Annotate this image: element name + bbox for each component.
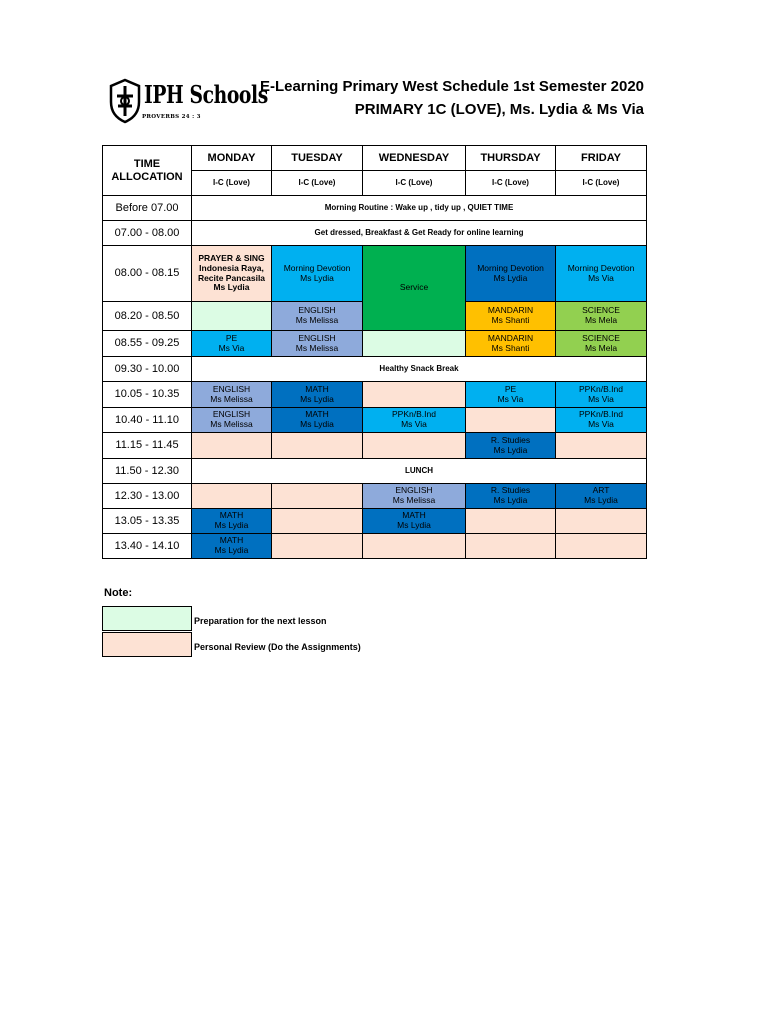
schedule-cell — [192, 509, 272, 534]
cell-teacher: Ms Lydia — [214, 545, 249, 555]
cell-subject: Morning Devotion — [283, 262, 351, 273]
table-row — [103, 408, 647, 433]
cell-line: Recite Pancasila — [197, 272, 266, 283]
time-slot: 13.40 - 14.10 — [103, 534, 192, 559]
table-row — [103, 357, 647, 382]
schedule-cell — [363, 433, 466, 459]
schedule-cell — [466, 382, 556, 408]
cell-subject: Morning Devotion — [477, 262, 544, 273]
time-slot: 08.00 - 08.15 — [103, 246, 192, 302]
schedule-cell — [192, 246, 272, 302]
schedule-cell — [192, 534, 272, 559]
cell-teacher: Ms Lydia — [493, 444, 528, 455]
schedule-cell — [556, 509, 647, 534]
cell-subject: SCIENCE — [582, 332, 620, 343]
cell-subject: ENGLISH — [298, 332, 336, 343]
cell-subject: PE — [225, 332, 238, 343]
note-title: Note: — [104, 587, 133, 599]
cell-teacher: Ms Lydia — [214, 520, 249, 530]
table-row — [103, 196, 647, 221]
time-allocation-header: TIME ALLOCATION — [103, 146, 192, 196]
schedule-cell — [466, 302, 556, 331]
cell-teacher: Ms Via — [497, 393, 524, 404]
page-subtitle: PRIMARY 1C (LOVE), Ms. Lydia & Ms Via — [354, 101, 644, 118]
schedule-cell — [466, 509, 556, 534]
cell-subject: MATH — [305, 409, 329, 420]
cell-teacher: Ms Shanti — [491, 342, 530, 353]
class-label: I-C (Love) — [272, 171, 363, 196]
cell-teacher: Ms Lydia — [584, 495, 618, 505]
schedule-cell — [192, 331, 272, 357]
cell-subject: MATH — [305, 383, 329, 394]
schedule-cell — [466, 433, 556, 459]
logo-text: IPH Schools — [144, 80, 268, 109]
crest-icon — [108, 78, 142, 124]
schedule-cell — [272, 246, 363, 302]
schedule-cell — [556, 484, 647, 509]
schedule-cell — [192, 302, 272, 331]
cell-teacher: Ms Via — [588, 393, 614, 404]
cell-teacher: Ms Lydia — [300, 272, 334, 283]
table-row — [103, 459, 647, 484]
schedule-cell — [272, 331, 363, 357]
cell-subject: PPKn/B.Ind — [579, 409, 623, 420]
day-header-wednesday: WEDNESDAY — [363, 146, 466, 171]
schedule-cell — [272, 484, 363, 509]
cell-teacher: Ms Melissa — [295, 315, 339, 325]
schedule-cell — [363, 331, 466, 357]
snack-break-cell: Healthy Snack Break — [192, 357, 647, 382]
cell-subject: PPKn/B.Ind — [579, 383, 623, 394]
cell-subject: PPKn/B.Ind — [392, 409, 436, 420]
time-slot: 11.50 - 12.30 — [103, 459, 192, 484]
cell-teacher: Ms Via — [588, 419, 614, 429]
cell-subject: R. Studies — [490, 434, 531, 445]
schedule-cell — [363, 484, 466, 509]
cell-subject: MATH — [219, 535, 244, 546]
class-label: I-C (Love) — [192, 171, 272, 196]
time-slot: 13.05 - 13.35 — [103, 509, 192, 534]
cell-subject: ENGLISH — [212, 383, 251, 394]
legend-label-preparation: Preparation for the next lesson — [194, 616, 327, 626]
day-header-friday: FRIDAY — [556, 146, 647, 171]
table-row — [103, 331, 647, 357]
legend-swatch-review — [102, 632, 192, 657]
cell-subject: MATH — [219, 510, 244, 521]
cell-teacher: Ms Melissa — [210, 393, 253, 404]
cell-subject: Morning Devotion — [567, 262, 635, 273]
class-label: I-C (Love) — [556, 171, 647, 196]
cell-subject: ART — [592, 485, 610, 496]
table-row — [103, 146, 647, 171]
table-row — [103, 509, 647, 534]
cell-subject: R. Studies — [490, 485, 531, 496]
lunch-cell: LUNCH — [192, 459, 647, 484]
class-label: I-C (Love) — [466, 171, 556, 196]
table-row — [103, 433, 647, 459]
schedule-cell — [272, 408, 363, 433]
cell-teacher: Ms Lydia — [300, 419, 334, 429]
day-header-tuesday: TUESDAY — [272, 146, 363, 171]
day-header-thursday: THURSDAY — [466, 146, 556, 171]
schedule-cell — [272, 509, 363, 534]
legend-label-review: Personal Review (Do the Assignments) — [194, 642, 361, 652]
schedule-cell — [556, 433, 647, 459]
cell-teacher: Ms Melissa — [392, 495, 436, 505]
cell-subject: MATH — [402, 510, 426, 521]
schedule-cell — [192, 382, 272, 408]
schedule-cell — [556, 534, 647, 559]
time-slot: Before 07.00 — [103, 196, 192, 221]
schedule-cell — [363, 408, 466, 433]
schedule-cell — [272, 534, 363, 559]
schedule-cell — [466, 408, 556, 433]
cell-teacher: Ms Melissa — [295, 342, 339, 353]
school-logo — [108, 78, 268, 128]
cell-teacher: Ms Mela — [584, 342, 618, 353]
time-slot: 08.20 - 08.50 — [103, 302, 192, 331]
cell-teacher: Ms Lydia — [397, 520, 431, 530]
time-slot: 10.40 - 11.10 — [103, 408, 192, 433]
cell-subject: ENGLISH — [395, 485, 433, 496]
cell-subject: PE — [504, 383, 517, 394]
schedule-cell — [363, 382, 466, 408]
schedule-table — [102, 145, 647, 559]
schedule-cell — [556, 382, 647, 408]
time-slot: 11.15 - 11.45 — [103, 433, 192, 459]
cell-subject: MANDARIN — [487, 332, 534, 343]
cell-teacher: Ms Melissa — [210, 419, 253, 429]
cell-teacher: Ms Shanti — [491, 315, 530, 325]
cell-teacher: Ms Lydia — [300, 393, 334, 404]
breakfast-cell: Get dressed, Breakfast & Get Ready for online learning — [192, 221, 647, 246]
schedule-cell — [192, 408, 272, 433]
schedule-cell — [466, 246, 556, 302]
table-row — [103, 534, 647, 559]
time-slot: 09.30 - 10.00 — [103, 357, 192, 382]
morning-routine-cell: Morning Routine : Wake up , tidy up , QUIET TIME — [192, 196, 647, 221]
schedule-cell — [363, 534, 466, 559]
legend-swatch-preparation — [102, 606, 192, 631]
cell-subject: MANDARIN — [487, 305, 534, 316]
schedule-cell — [466, 484, 556, 509]
schedule-cell — [556, 246, 647, 302]
schedule-cell — [556, 302, 647, 331]
cell-teacher: Ms Lydia — [493, 495, 528, 505]
logo-subtext: PROVERBS 24 : 3 — [142, 114, 201, 120]
table-row — [103, 221, 647, 246]
time-slot: 08.55 - 09.25 — [103, 331, 192, 357]
schedule-cell — [272, 433, 363, 459]
page-title: E-Learning Primary West Schedule 1st Semester 2020 — [259, 78, 644, 95]
schedule-cell — [192, 433, 272, 459]
cell-line: Indonesia Raya, — [199, 262, 264, 273]
cell-teacher: Ms Via — [588, 272, 614, 283]
service-cell: Service — [363, 246, 466, 331]
schedule-cell — [272, 382, 363, 408]
schedule-cell — [556, 331, 647, 357]
cell-subject: SCIENCE — [582, 305, 620, 316]
cell-teacher: Ms Lydia — [493, 272, 528, 283]
table-row — [103, 246, 647, 302]
schedule-cell — [192, 484, 272, 509]
table-row — [103, 382, 647, 408]
schedule-cell — [556, 408, 647, 433]
cell-subject: ENGLISH — [212, 409, 251, 420]
time-slot: 07.00 - 08.00 — [103, 221, 192, 246]
time-slot: 12.30 - 13.00 — [103, 484, 192, 509]
cell-teacher: Ms Mela — [584, 315, 618, 325]
cell-line: PRAYER & SING — [198, 252, 265, 263]
cell-subject: ENGLISH — [298, 305, 336, 316]
table-row — [103, 484, 647, 509]
day-header-monday: MONDAY — [192, 146, 272, 171]
cell-teacher: Ms Via — [401, 419, 427, 429]
cell-line: Ms Lydia — [213, 282, 250, 293]
schedule-cell — [466, 331, 556, 357]
class-label: I-C (Love) — [363, 171, 466, 196]
schedule-cell — [363, 509, 466, 534]
time-slot: 10.05 - 10.35 — [103, 382, 192, 408]
schedule-cell — [466, 534, 556, 559]
schedule-cell — [272, 302, 363, 331]
cell-teacher: Ms Via — [218, 342, 245, 353]
